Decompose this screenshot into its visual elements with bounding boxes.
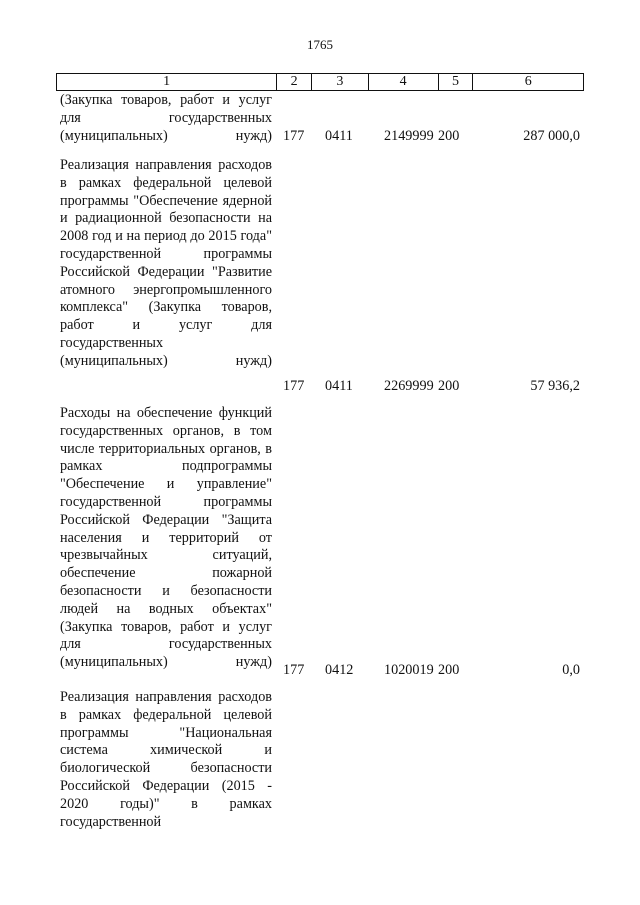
row-amount: 0,0 xyxy=(562,662,580,678)
row-description: Расходы на обеспечение функций государственных органов, в том числе территориальных органов, в рамках подпрограммы "Обеспечение и управление" государственной программы Российской Федерации "Защита населения и территорий от чрезвычайных ситуаций, обеспечение пожарной безопасности и безопасности людей на водных объектах" (Закупка товаров, работ и услуг для государственных (муниципальных) нужд) xyxy=(60,405,272,671)
row-section: 0411 xyxy=(325,128,353,144)
row-description: (Закупка товаров, работ и услуг для государственных (муниципальных) нужд) xyxy=(60,92,272,144)
row-code: 177 xyxy=(283,662,305,678)
row-amount: 287 000,0 xyxy=(523,128,580,144)
header-col-6: 6 xyxy=(524,74,532,89)
table-header xyxy=(56,73,584,91)
row-code: 177 xyxy=(283,128,305,144)
header-col-1: 1 xyxy=(57,74,277,90)
row-type: 200 xyxy=(438,128,460,144)
row-target: 2269999 xyxy=(384,378,434,394)
header-col-2: 2 xyxy=(277,74,312,90)
row-code: 177 xyxy=(283,378,305,394)
header-col-4: 4 xyxy=(369,74,439,90)
row-section: 0412 xyxy=(325,662,354,678)
row-description: Реализация направления расходов в рамках федеральной целевой программы "Обеспечение ядерной и радиационной безопасности на 2008 год и на период до 2015 года" государственной программы Российской Федерации "Развитие атомного энергопромышленного комплекса" (Закупка товаров, работ и услуг для государственных (муниципальных) нужд) xyxy=(60,157,272,369)
header-col-5: 5 xyxy=(439,74,474,90)
row-target: 1020019 xyxy=(384,662,434,678)
row-description: Реализация направления расходов в рамках федеральной целевой программы "Национальная система химической и биологической безопасности Российской Федерации (2015 - 2020 годы)" в рамках государственной xyxy=(60,689,272,830)
header-col-3: 3 xyxy=(312,74,369,90)
row-type: 200 xyxy=(438,662,460,678)
row-target: 2149999 xyxy=(384,128,434,144)
row-amount: 57 936,2 xyxy=(530,378,580,394)
row-type: 200 xyxy=(438,378,460,394)
page-number: 1765 xyxy=(307,37,333,52)
row-section: 0411 xyxy=(325,378,353,394)
